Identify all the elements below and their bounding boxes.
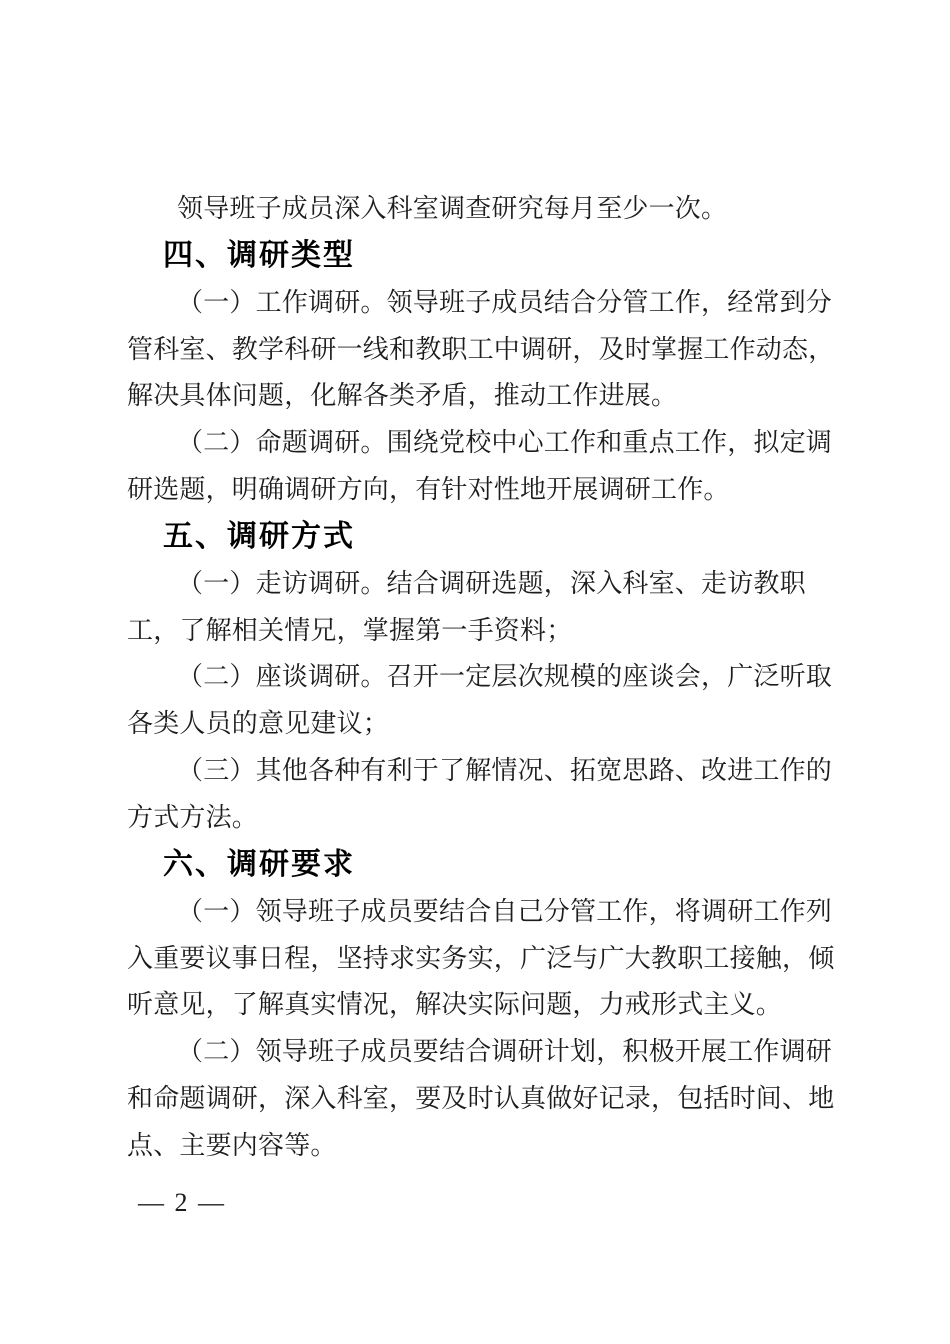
body-line: 入重要议事日程，坚持求实务实，广泛与广大教职工接触，倾	[127, 943, 835, 973]
section-heading: 五、调研方式	[163, 519, 355, 553]
body-line: 和命题调研，深入科室，要及时认真做好记录，包括时间、地	[127, 1084, 835, 1114]
body-line: （二）座谈调研。召开一定层次规模的座谈会，广泛听取	[177, 662, 833, 692]
page-number: — 2 —	[138, 1188, 226, 1217]
body-line: 研选题，明确调研方向，有针对性地开展调研工作。	[127, 475, 730, 505]
body-line: （二）命题调研。围绕党校中心工作和重点工作，拟定调	[177, 428, 833, 458]
body-line: （一）工作调研。领导班子成员结合分管工作，经常到分	[177, 287, 833, 317]
body-line: （一）领导班子成员要结合自己分管工作，将调研工作列	[177, 896, 833, 926]
body-line: 管科室、教学科研一线和教职工中调研，及时掌握工作动态，	[127, 334, 835, 364]
body-line: 方式方法。	[127, 802, 259, 832]
document-body	[127, 186, 837, 1170]
body-line: 解决具体问题，化解各类矛盾，推动工作进展。	[127, 381, 678, 411]
body-line: 听意见，了解真实情况，解决实际问题，力戒形式主义。	[127, 990, 783, 1020]
section-heading: 六、调研要求	[163, 847, 355, 881]
body-line: 工，了解相关情兄，掌握第一手资料；	[127, 615, 573, 645]
body-line: （三）其他各种有利于了解情况、拓宽思路、改进工作的	[177, 756, 833, 786]
body-line: （二）领导班子成员要结合调研计划，积极开展工作调研	[177, 1037, 833, 1067]
section-heading: 四、调研类型	[163, 238, 355, 272]
body-line: 领导班子成员深入科室调查研究每月至少一次。	[177, 194, 728, 223]
body-line: 各类人员的意见建议；	[127, 709, 390, 739]
body-line: 点、主要内容等。	[127, 1130, 337, 1160]
body-line: （一）走访调研。结合调研选题，深入科室、走访教职	[177, 568, 806, 598]
